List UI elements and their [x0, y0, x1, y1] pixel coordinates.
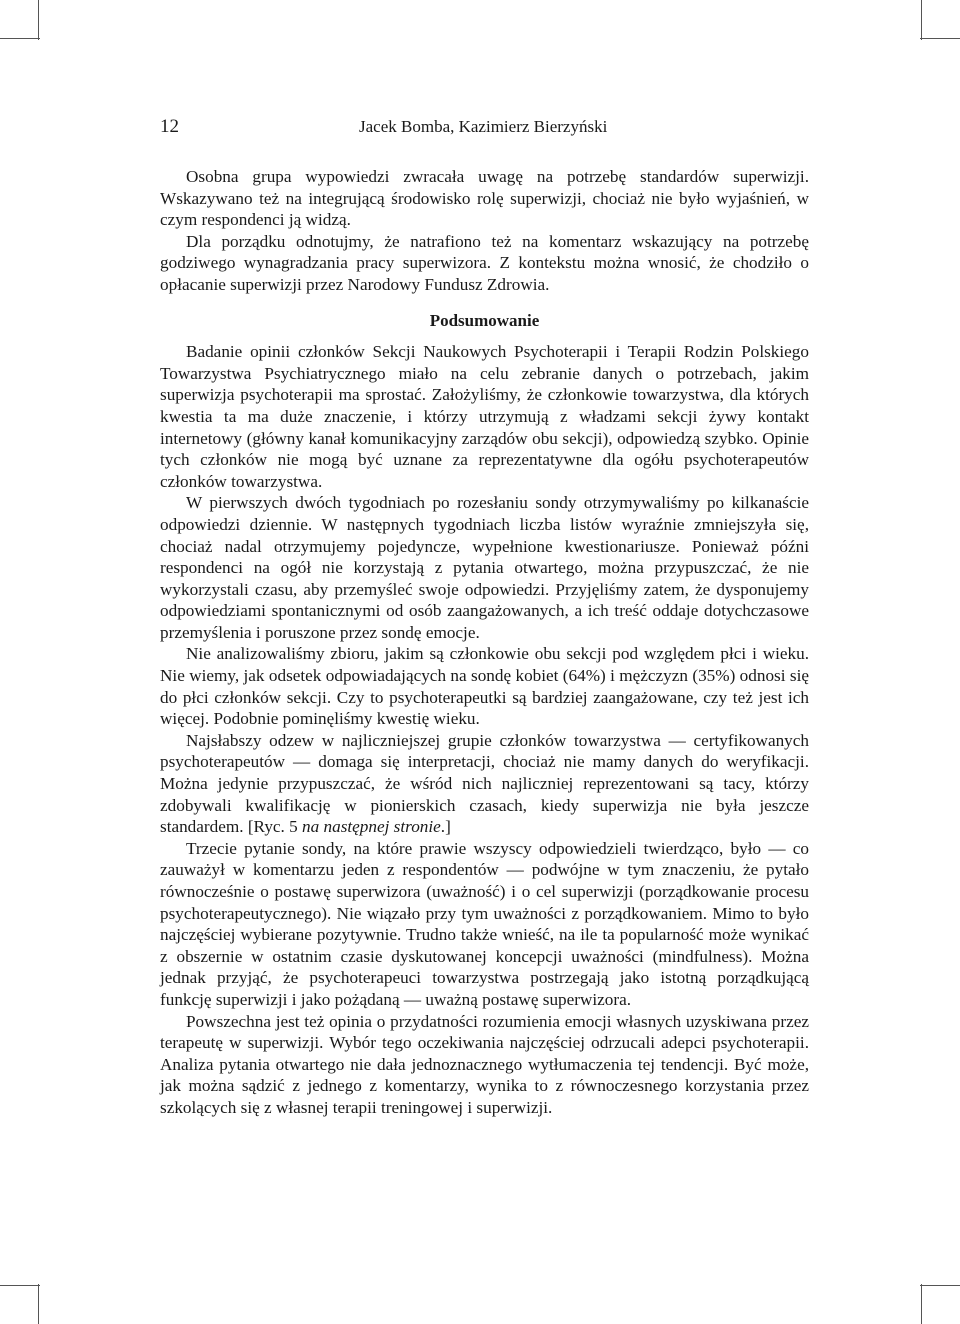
paragraph: Nie analizowaliśmy zbioru, jakim są członkowie obu sekcji pod względem płci i wieku. Nie wiemy, jak odsetek odpowiadających na sondę kobiet (64%) i mężczyzn (35%) odnosi się do płci członków sekcji. Czy to psychoterapeutki są bardziej zaangażowane, czy też jest ich więcej. Podobnie pominęliśmy kwestię wieku. — [160, 644, 809, 729]
paragraph: W pierwszych dwóch tygodniach po rozesłaniu sondy otrzymywaliśmy po kilkanaście odpowiedzi dziennie. W następnych tygodniach liczba listów wyraźnie zmniejszyła się, chociaż nadal otrzymujemy pojedyncze, wypełnione kwestionariusze. Ponieważ późni respondenci na ogół nie korzystają z pytania otwartego, można przypuszczać, że nie wykorzystali czasu, aby przemyśleć swoje odpowiedzi. Przyjęliśmy zatem, że dysponujemy odpowiedziami spontanicznymi od osób zaangażowanych, a ich treść oddaje dotychczasowe przemyślenia i poruszone przez sondę emocje. — [160, 493, 809, 642]
figure-reference-close: .] — [440, 817, 451, 837]
page-number: 12 — [160, 116, 179, 137]
crop-mark-bottom-left — [38, 1284, 39, 1324]
paragraph: Powszechna jest też opinia o przydatności rozumienia emocji własnych uzyskiwana przez terapeutę w superwizji. Wybór tego oczekiwania najczęściej odrzucali adepci psychoterapii. Analiza pytania otwartego nie dała jednoznacznego wytłumaczenia tej tendencji. Być może, jak można sądzić z jednego z komentarzy, wynika to z równoczesnego korzystania przez szkolących się z własnej terapii treningowej i superwizji. — [160, 1011, 809, 1117]
crop-mark-top-right — [921, 0, 922, 40]
paragraph: Trzecie pytanie sondy, na które prawie wszyscy odpowiedzieli twierdząco, było — co zauważył w komentarzu jeden z respondentów — podwójne w tym znaczeniu, że pytało równocześnie o postawę superwizora (uważność) i o cel superwizji (porządkowanie procesu psychoterapeutycznego). Nie wiązało przy tym uważności z porządkowaniem. Mimo to było najczęściej wybierane pozytywnie. Trudno także wnieść, na ile ta popularność może wynikać z obszernie w ostatnim czasie dyskutowanej koncepcji uważności (mindfulness). Można jednak przyjąć, że psychoterapeuci towarzystwa postrzegają jako istotną porządkującą funkcję superwizji i jako pożądaną — uważną postawę superwizora. — [160, 838, 809, 1009]
crop-mark-right-upper — [920, 38, 960, 39]
body-text — [160, 166, 809, 1119]
paragraph-figure-reference — [160, 730, 809, 838]
crop-mark-top-left — [38, 0, 39, 40]
section-heading: Podsumowanie — [429, 310, 540, 330]
crop-mark-right-lower — [920, 1285, 960, 1286]
figure-reference-italic: na następnej stronie — [302, 817, 441, 837]
crop-mark-bottom-right — [921, 1284, 922, 1324]
paragraph: Osobna grupa wypowiedzi zwracała uwagę na potrzebę standardów superwizji. Wskazywano też na integrującą środowisko rolę superwizji, chociaż nie było wyjaśnień, w czym respondenci ją widzą. — [160, 167, 809, 230]
crop-mark-left-upper — [0, 38, 40, 39]
crop-mark-left-lower — [0, 1285, 40, 1286]
paragraph: Badanie opinii członków Sekcji Naukowych Psychoterapii i Terapii Rodzin Polskiego Towarzystwa Psychiatrycznego miało na celu zebranie danych o potrzebach, jakim superwizja psychoterapii ma sprostać. Założyliśmy, że członkowie towarzystwa, dla których kwestia ta ma duże znaczenie, i którzy utrzymują z władzami sekcji żywy kontakt internetowy (główny kanał komunikacyjny zarządów obu sekcji), odpowiedzą szybko. Opinie tych członków nie mogą być uznane za reprezentatywne dla ogółu psychoterapeutów członków towarzystwa. — [160, 342, 809, 491]
paragraph: Dla porządku odnotujmy, że natrafiono też na komentarz wskazujący na potrzebę godziwego wynagradzania pracy superwizora. Z kontekstu można wnosić, że chodziło o opłacanie superwizji przez Narodowy Fundusz Zdrowia. — [160, 231, 809, 294]
paragraph-text: Najsłabszy odzew w najliczniejszej grupie członków towarzystwa — certyfikowanych psychoterapeutów — domaga się interpretacji, chociaż nie mamy danych do weryfikacji. Można jedynie przypuszczać, że wśród nich najliczniej reprezentowani są tacy, którzy zdobywali kwalifikację w pionierskich czasach, kiedy superwizja nie była jeszcze standardem. [Ryc. 5 — [160, 730, 809, 837]
running-head: Jacek Bomba, Kazimierz Bierzyński — [359, 117, 608, 136]
